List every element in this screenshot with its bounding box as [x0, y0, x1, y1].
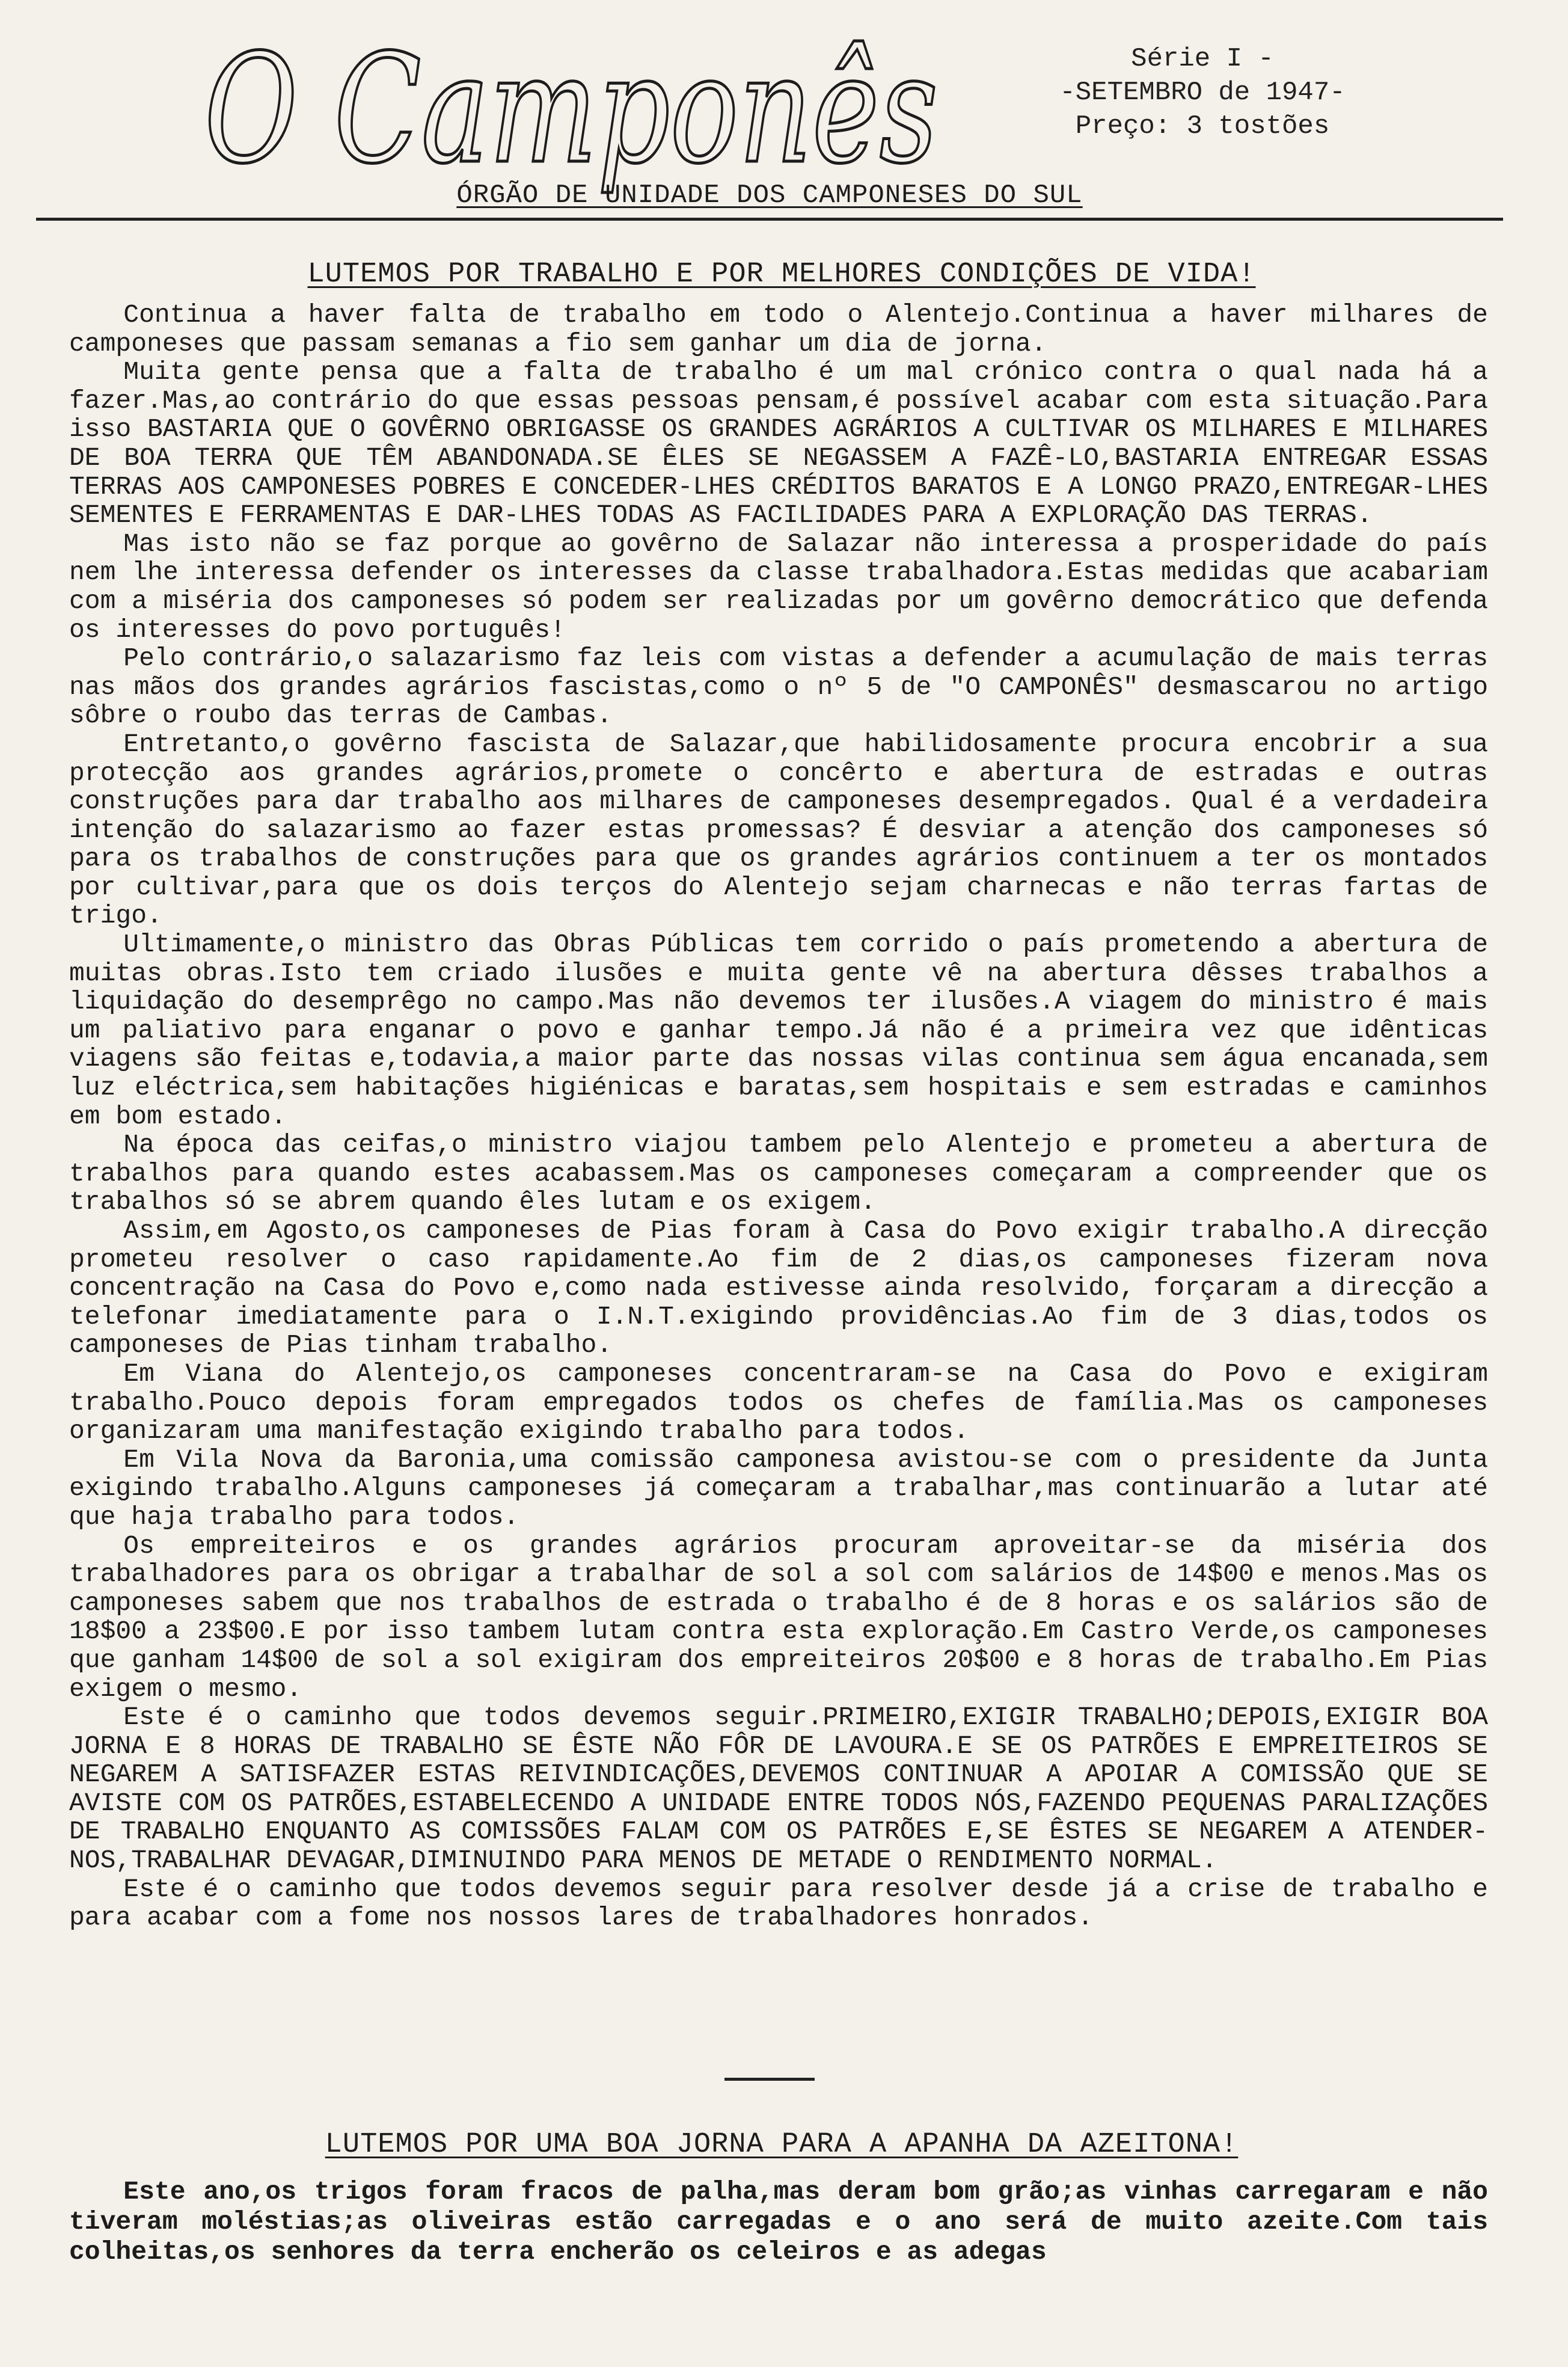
article-1-paragraph: Ultimamente,o ministro das Obras Públicas tem corrido o país prometendo a abertura de muitas obras.Isto tem criado ilusões e muita gente vê na abertura dêsses trabalhos a liquidação do desemprêgo no campo.Mas não devemos ter ilusões.A viagem do ministro é mais um paliativo para enganar o povo e ganhar tempo.Já não é a primeira vez que idênticas viagens são feitas e,todavia,a maior parte das nossas vilas continua sem água encanada,sem luz eléctrica,sem habitações higiénicas e baratas,sem hospitais e sem estradas e caminhos em bom estado. [69, 930, 1488, 1131]
article-1-paragraph: Os empreiteiros e os grandes agrários procuram aproveitar-se da miséria dos trabalhadores para os obrigar a trabalhar de sol a sol com salários de 14$00 e menos.Mas os camponeses sabem que nos trabalhos de estrada o trabalho é de 8 horas e os salários são de 18$00 a 23$00.E por isso tambem lutam contra esta exploração.Em Castro Verde,os camponeses que ganham 14$00 de sol a sol exigiram dos empreiteiros 20$00 e 8 horas de trabalho.Em Pias exigem o mesmo. [69, 1530, 1488, 1704]
issue-serie: Série I - [1131, 44, 1274, 74]
article-1-paragraph: Este é o caminho que todos devemos seguir.PRIMEIRO,EXIGIR TRABALHO;DEPOIS,EXIGIR BOA JORNA E 8 HORAS DE TRABALHO SE ÊSTE NÃO FÔR DE LAVOURA.E SE OS PATRÕES E EMPREITEIROS SE NEGAREM A SATISFAZER ESTAS REIVINDICAÇÕES,DEVEMOS CONTINUAR A APOIAR A COMISSÃO QUE SE AVISTE COM OS PATRÕES,ESTABELECENDO A UNIDADE ENTRE TODOS NÓS,FAZENDO PEQUENAS PARALIZAÇÕES DE TRABALHO ENQUANTO AS COMISSÕES FALAM COM OS PATRÕES E,SE ÊSTES SE NEGAREM A ATENDER-NOS,TRABALHAR DEVAGAR,DIMINUINDO PARA MENOS DE METADE O RENDIMENTO NORMAL. [69, 1702, 1488, 1876]
article-1-paragraph: Entretanto,o govêrno fascista de Salazar,que habilidosamente procura encobrir a sua protecção aos grandes agrários,promete o concêrto e abertura de estradas e outras construções para dar trabalho aos milhares de camponeses desempregados. Qual é a verdadeira intenção do salazarismo ao fazer estas promessas? É desviar a atenção dos camponeses só para os trabalhos de construções para que os grandes agrários continuem a ter os montados por cultivar,para que os dois terços do Alentejo sejam charnecas e não terras fartas de trigo. [69, 729, 1488, 931]
article-1-paragraph: Mas isto não se faz porque ao govêrno de Salazar não interessa a prosperidade do país nem lhe interessa defender os interesses da classe trabalhadora.Estas medidas que acabariam com a miséria dos camponeses só podem ser realizadas por um govêrno democrático que defenda os interesses do povo português! [69, 529, 1488, 645]
article-1-paragraph: Continua a haver falta de trabalho em todo o Alentejo.Continua a haver milhares de camponeses que passam semanas a fio sem ganhar um dia de jorna. [69, 300, 1488, 358]
article-2-body [69, 2177, 1488, 2267]
article-1-paragraph: Na época das ceifas,o ministro viajou tambem pelo Alentejo e prometeu a abertura de trabalhos para quando estes acabassem.Mas os camponeses começaram a compreender que os trabalhos só se abrem quando êles lutam e os exigem. [69, 1130, 1488, 1217]
issue-date: -SETEMBRO de 1947- [1059, 78, 1346, 108]
masthead-title: O Camponês [204, 23, 938, 197]
article-separator [724, 2078, 815, 2081]
issue-info [992, 42, 1413, 143]
article-1-paragraph: Em Vila Nova da Baronia,uma comissão camponesa avistou-se com o presidente da Junta exigindo trabalho.Alguns camponeses já começaram a trabalhar,mas continuarão a lutar até que haja trabalho para todos. [69, 1444, 1488, 1532]
masthead-subtitle: ÓRGÃO DE UNIDADE DOS CAMPONESES DO SUL [456, 180, 1083, 210]
article-1-paragraph: Muita gente pensa que a falta de trabalho é um mal crónico contra o qual nada há a fazer.Mas,ao contrário do que essas pessoas pensam,é possível acabar com esta situação.Para isso BASTARIA QUE O GOVÊRNO OBRIGASSE OS GRANDES AGRÁRIOS A CULTIVAR OS MILHARES E MILHARES DE BOA TERRA QUE TÊM ABANDONADA.SE ÊLES SE NEGASSEM A FAZÊ-LO,BASTARIA ENTREGAR ESSAS TERRAS AOS CAMPONESES POBRES E CONCEDER-LHES CRÉDITOS BARATOS E A LONGO PRAZO,ENTREGAR-LHES SEMENTES E FERRAMENTAS E DAR-LHES TODAS AS FACILIDADES PARA A EXPLORAÇÃO DAS TERRAS. [69, 357, 1488, 530]
article-1-headline: LUTEMOS POR TRABALHO E POR MELHORES CONDIÇÕES DE VIDA! [307, 259, 1256, 290]
article-1-body [69, 301, 1488, 1932]
article-1-paragraph: Em Viana do Alentejo,os camponeses concentraram-se na Casa do Povo e exigiram trabalho.Pouco depois foram empregados todos os chefes de família.Mas os camponeses organizaram uma manifestação exigindo trabalho para todos. [69, 1358, 1488, 1446]
article-1-paragraph: Este é o caminho que todos devemos seguir para resolver desde já a crise de trabalho e para acabar com a fome nos nossos lares de trabalhadores honrados. [69, 1874, 1488, 1933]
issue-price: Preço: 3 tostões [1075, 111, 1330, 141]
masthead-rule [36, 218, 1503, 221]
article-2-headline: LUTEMOS POR UMA BOA JORNA PARA A APANHA DA AZEITONA! [325, 2129, 1239, 2161]
article-1-paragraph: Assim,em Agosto,os camponeses de Pias foram à Casa do Povo exigir trabalho.A direcção prometeu resolver o caso rapidamente.Ao fim de 2 dias,os camponeses fizeram nova concentração na Casa do Povo e,como nada estivesse ainda resolvido, forçaram a direcção a telefonar imediatamente para o I.N.T.exigindo providências.Ao fim de 3 dias,todos os camponeses de Pias tinham trabalho. [69, 1216, 1488, 1360]
article-2-paragraph: Este ano,os trigos foram fracos de palha,mas deram bom grão;as vinhas carregaram e não tiveram moléstias;as oliveiras estão carregadas e o ano será de muito azeite.Com tais colheitas,os senhores da terra encherão os celeiros e as adegas [69, 2177, 1488, 2267]
article-1-paragraph: Pelo contrário,o salazarismo faz leis com vistas a defender a acumulação de mais terras nas mãos dos grandes agrários fascistas,como o nº 5 de "O CAMPONÊS" desmascarou no artigo sôbre o roubo das terras de Cambas. [69, 643, 1488, 731]
